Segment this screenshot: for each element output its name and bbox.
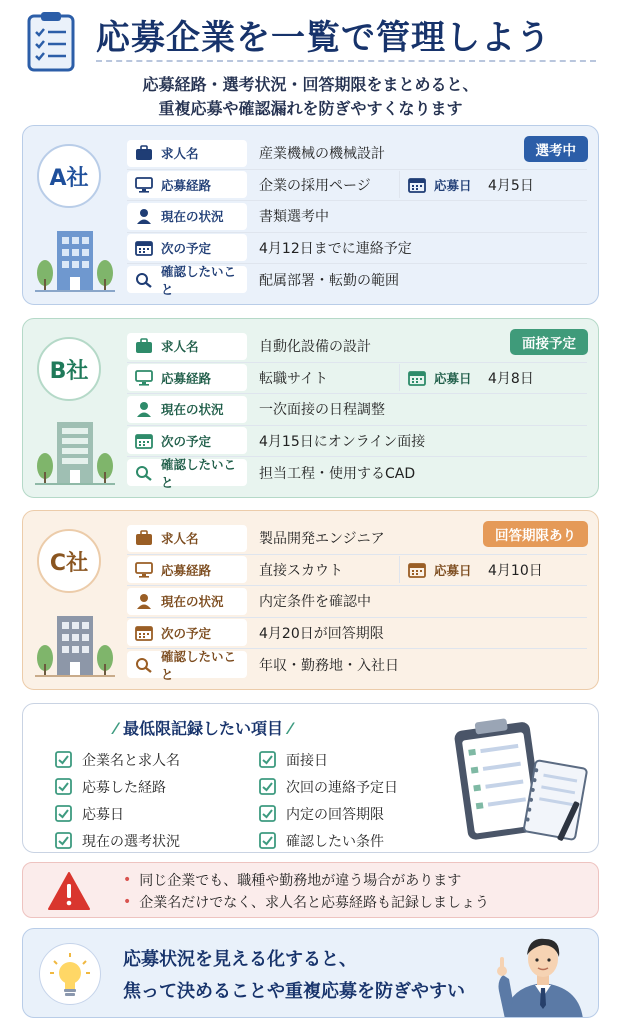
calendar-icon — [135, 625, 153, 641]
calendar-icon — [408, 177, 426, 193]
list-item: • 企業名だけでなく、求人名と応募経路も記録しましょう — [123, 894, 489, 911]
checkbox-checked-icon — [55, 778, 72, 795]
subtitle-line-1: 応募経路・選考状況・回答期限をまとめると、 — [142, 75, 479, 94]
status-badge: 選考中 — [524, 136, 589, 162]
status-value: 一次面接の日程調整 — [259, 402, 385, 419]
next-value: 4月12日までに連絡予定 — [259, 240, 412, 257]
checkbox-checked-icon — [259, 805, 276, 822]
row-route: 応募経路 企業の採用ページ 応募日 4月5日 — [127, 170, 587, 202]
office-building-icon — [33, 221, 117, 293]
company-info-table — [127, 138, 587, 296]
check-value: 配属部署・転勤の範囲 — [259, 272, 399, 289]
clipboard-notebook-illustration — [443, 712, 593, 850]
monitor-icon — [135, 177, 153, 193]
row-route: 応募経路 転職サイト 応募日 4月8日 — [127, 363, 587, 395]
list-item: 内定の回答期限 — [259, 800, 398, 827]
calendar-icon — [135, 433, 153, 449]
warning-box — [22, 862, 599, 918]
check-value: 担当工程・使用するCAD — [259, 465, 416, 482]
office-building-icon — [33, 414, 117, 486]
summary-line-2: 焦って決めることや重複応募を防ぎやすい — [123, 981, 465, 1002]
next-value: 4月15日にオンライン面接 — [259, 433, 426, 450]
magnifier-icon — [135, 465, 153, 481]
calendar-icon — [408, 562, 426, 578]
calendar-icon — [135, 240, 153, 256]
row-next: 次の予定 4月12日までに連絡予定 — [127, 233, 587, 265]
row-check: 確認したいこと 年収・勤務地・入社日 — [127, 649, 587, 681]
list-item: • 同じ企業でも、職種や勤務地が違う場合があります — [123, 872, 462, 889]
checklist-column-2 — [259, 746, 398, 854]
status-badge: 面接予定 — [510, 329, 588, 355]
job-value: 製品開発エンジニア — [259, 531, 385, 548]
company-info-table — [127, 331, 587, 489]
checklist-column-1 — [55, 746, 180, 854]
next-value: 4月20日が回答期限 — [259, 625, 384, 642]
company-label: A社 — [37, 144, 101, 208]
list-item: 企業名と求人名 — [55, 746, 180, 773]
company-card-b — [22, 318, 599, 498]
list-item: 現在の選考状況 — [55, 827, 180, 854]
checkbox-checked-icon — [259, 778, 276, 795]
company-card-c — [22, 510, 599, 690]
magnifier-icon — [135, 657, 153, 673]
job-value: 自動化設備の設計 — [259, 339, 371, 356]
subtitle-line-2: 重複応募や確認漏れを防ぎやすくなります — [158, 99, 463, 118]
office-building-icon — [33, 606, 117, 678]
list-item: 応募した経路 — [55, 773, 180, 800]
row-job: 求人名 産業機械の機械設計 — [127, 138, 587, 170]
person-icon — [135, 208, 153, 224]
list-item: 応募日 — [55, 800, 180, 827]
route-value: 転職サイト — [259, 370, 329, 387]
company-info-table — [127, 523, 587, 681]
record-checklist — [22, 703, 599, 853]
status-value: 書類選考中 — [259, 209, 329, 226]
clipboard-checklist-icon — [26, 10, 76, 72]
company-card-a — [22, 125, 599, 305]
row-check: 確認したいこと 担当工程・使用するCAD — [127, 457, 587, 489]
person-icon — [135, 593, 153, 609]
summary-line-1: 応募状況を見える化すると、 — [123, 949, 357, 970]
company-label: C社 — [37, 529, 101, 593]
row-next: 次の予定 4月20日が回答期限 — [127, 618, 587, 650]
row-status: 現在の状況 書類選考中 — [127, 201, 587, 233]
route-value: 直接スカウト — [259, 562, 343, 579]
calendar-icon — [408, 370, 426, 386]
list-item: 次回の連絡予定日 — [259, 773, 398, 800]
row-job: 求人名 製品開発エンジニア — [127, 523, 587, 555]
row-next: 次の予定 4月15日にオンライン面接 — [127, 426, 587, 458]
status-value: 内定条件を確認中 — [259, 594, 371, 611]
magnifier-icon — [135, 272, 153, 288]
checkbox-checked-icon — [55, 805, 72, 822]
row-check: 確認したいこと 配属部署・転勤の範囲 — [127, 264, 587, 296]
date-value: 4月8日 — [488, 370, 534, 387]
warning-triangle-icon — [47, 871, 91, 911]
briefcase-icon — [135, 338, 153, 354]
row-status: 現在の状況 一次面接の日程調整 — [127, 394, 587, 426]
briefcase-icon — [135, 145, 153, 161]
briefcase-icon — [135, 530, 153, 546]
checklist-title: ⁄ 最低限記録したい項目 ⁄ — [114, 719, 292, 738]
checkbox-checked-icon — [259, 832, 276, 849]
title-divider — [96, 60, 596, 62]
checkbox-checked-icon — [259, 751, 276, 768]
lightbulb-icon — [50, 953, 90, 997]
person-icon — [135, 401, 153, 417]
date-value: 4月5日 — [488, 177, 534, 194]
company-label: B社 — [37, 337, 101, 401]
row-route: 応募経路 直接スカウト 応募日 4月10日 — [127, 555, 587, 587]
row-job: 求人名 自動化設備の設計 — [127, 331, 587, 363]
list-item: 面接日 — [259, 746, 398, 773]
date-value: 4月10日 — [488, 562, 543, 579]
route-value: 企業の採用ページ — [259, 177, 371, 194]
check-value: 年収・勤務地・入社日 — [259, 657, 399, 674]
status-badge: 回答期限あり — [483, 521, 588, 547]
summary-banner — [22, 928, 599, 1018]
row-status: 現在の状況 内定条件を確認中 — [127, 586, 587, 618]
checkbox-checked-icon — [55, 751, 72, 768]
monitor-icon — [135, 370, 153, 386]
list-item: 確認したい条件 — [259, 827, 398, 854]
checkbox-checked-icon — [55, 832, 72, 849]
warning-list — [123, 869, 489, 913]
businessman-illustration — [491, 931, 596, 1018]
monitor-icon — [135, 562, 153, 578]
page-title: 応募企業を一覧で管理しよう — [96, 18, 551, 58]
job-value: 産業機械の機械設計 — [259, 146, 385, 163]
header — [0, 0, 621, 125]
